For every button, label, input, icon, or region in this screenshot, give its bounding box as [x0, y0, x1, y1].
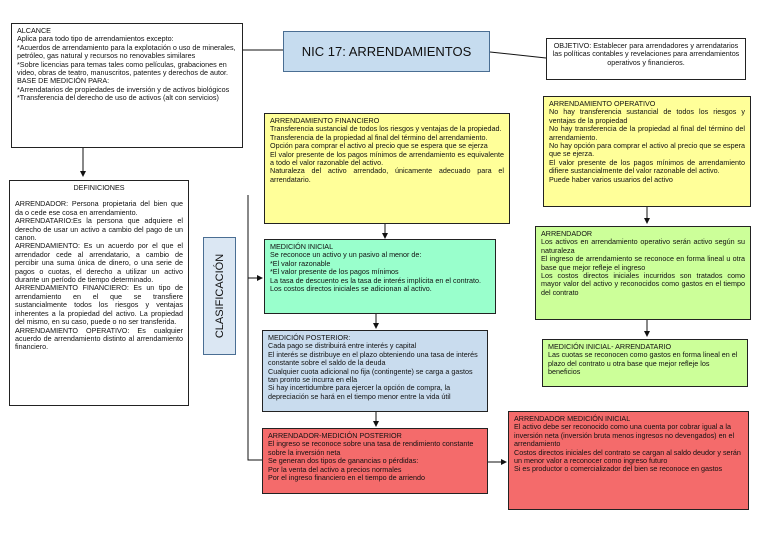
- clasificacion-label: CLASIFICACIÓN: [213, 253, 226, 339]
- operativo-item: No hay transferencia sustancial de todos los riesgos y ventajas de la propiedad: [549, 107, 745, 125]
- arrendador-posterior-item: Por el ingreso financiero en el tiempo de arriendo: [268, 473, 426, 483]
- arrendador-inicial-heading: ARRENDADOR MEDICIÓN INICIAL: [514, 414, 631, 423]
- alcance-line: *Acuerdos de arrendamiento para la explotación o uso de minerales, petróleo, gas natural y recursos no renovables similares: [17, 42, 236, 61]
- operativo-heading: ARRENDAMIENTO OPERATIVO: [549, 99, 656, 108]
- arrendador-inicial-item: El activo debe ser reconocido como una cuenta por cobrar igual a la inversión neta (inversión bruta menos ingresos no devengados) en el arrendamiento: [514, 422, 735, 449]
- medicion-inicial-item: *El valor razonable: [270, 258, 331, 268]
- alcance-line: BASE DE MEDICIÓN PARA:: [17, 76, 110, 86]
- medicion-posterior-item: Si hay incertidumbre para ejercer la opción de compra, la depreciación se hará en el tiempo menor entre la vida útil: [268, 383, 451, 401]
- arrendador-inicial-item: Costos directos iniciales del contrato se cargan al saldo deudor y serán un menor valor a reconocer como ingreso futuro: [514, 447, 741, 466]
- arrendador-posterior-item: Se generan dos tipos de ganancias o pérdidas:: [268, 456, 419, 466]
- arrendador-posterior-item: Por la venta del activo a precios normales: [268, 464, 402, 474]
- financiero-box: [264, 113, 510, 224]
- operativo-box: [543, 96, 751, 207]
- financiero-item: Transferencia de la propiedad al final del término del arrendamiento.: [270, 132, 488, 142]
- arrendador-inicial-box: [508, 411, 749, 510]
- medicion-inicial-box: [264, 239, 496, 314]
- arrendador-box: [535, 226, 751, 320]
- medicion-posterior-item: Cada pago se distribuirá entre interés y capital: [268, 341, 417, 351]
- operativo-item: No hay transferencia de la propiedad al final del término del arrendamiento.: [549, 124, 745, 142]
- definiciones-heading: DEFINICIONES: [73, 183, 125, 192]
- arrendador-inicial-item: Si es productor o comercializador del bien se reconoce en gastos: [514, 464, 723, 474]
- financiero-item: Naturaleza del activo arrendado, únicamente adecuado para el arrendatario.: [270, 166, 504, 184]
- definicion-item: ARRENDATARIO:Es la persona que adquiere el derecho de usar un activo a cambio del pago de un canon.: [15, 216, 183, 243]
- financiero-heading: ARRENDAMIENTO FINANCIERO: [270, 116, 380, 125]
- arrendador-item: Los activos en arrendamiento operativo serán activo según su naturaleza: [541, 237, 745, 255]
- financiero-item: El valor presente de los pagos mínimos de arrendamiento es equivalente a todo el valor razonable del activo.: [270, 149, 504, 168]
- operativo-item: El valor presente de los pagos mínimos de arrendamiento difiere sustancialmente del valor razonable del activo.: [549, 157, 745, 176]
- arrendador-posterior-heading: ARRENDADOR-MEDICIÓN POSTERIOR: [268, 431, 402, 440]
- medicion-inicial-item: *El valor presente de los pagos mínimos: [270, 267, 399, 277]
- operativo-item: Puede haber varios usuarios del activo: [549, 174, 673, 184]
- objetivo-text: OBJETIVO: Establecer para arrendadores y arrendatarios las políticas contables y revelaciones para arrendamientos operativos y financieros.: [552, 41, 740, 67]
- clasificacion-bracket: [248, 195, 262, 460]
- medicion-posterior-item: El interés se distribuye en el plazo obteniendo una tasa de interés constante sobre el saldo de la deuda: [268, 349, 478, 368]
- inicial-arrendatario-item: Las cuotas se reconocen como gastos en forma lineal en el plazo del contrato u otra base que mejor refleje los beneficios: [548, 350, 738, 377]
- financiero-item: Transferencia sustancial de todos los riesgos y ventajas de la propiedad.: [270, 124, 502, 134]
- arrendador-item: Los costos directos iniciales incurridos son tratados como mayor valor del activo y reconocidos como gastos en el tiempo del contrato: [541, 271, 745, 297]
- alcance-line: *Arrendatarios de propiedades de inversión y de activos biológicos: [17, 84, 230, 94]
- line-title-objetivo: [490, 52, 546, 58]
- operativo-item: No hay opción para comprar el activo al precio que se espera que se ejerza.: [549, 141, 745, 159]
- medicion-posterior-item: Cualquier cuota adicional no fija (contingente) se carga a gastos tan pronto se incurra en ella: [268, 366, 473, 385]
- alcance-box: [11, 23, 243, 148]
- medicion-posterior-heading: MEDICIÓN POSTERIOR:: [268, 333, 351, 342]
- alcance-line: *Sobre licencias para temas tales como películas, grabaciones en video, obras de teatro, manuscritos, patentes y derechos de autor.: [17, 59, 228, 78]
- medicion-inicial-item: Se reconoce un activo y un pasivo al menor de:: [270, 250, 422, 260]
- alcance-line: Aplica para todo tipo de arrendamientos excepto:: [17, 34, 174, 44]
- page-title: NIC 17: ARRENDAMIENTOS: [301, 44, 472, 59]
- financiero-item: Opción para comprar el activo al precio que se espera que se ejerza: [270, 141, 488, 151]
- arrendador-posterior-item: El ingreso se reconoce sobre una tasa de rendimiento constante sobre la inversión neta: [268, 439, 474, 457]
- definicion-item: ARRENDAMIENTO: Es un acuerdo por el que el arrendador cede al arrendatario, a cambio de percibir una suma única de dinero, o una serie de pagos o cuotas, el derecho a utilizar un activo durante un período de tiempo determinado.: [15, 241, 183, 285]
- inicial-arrendatario-heading: MEDICIÓN INICIAL- ARRENDATARIO: [548, 342, 672, 351]
- alcance-line: *Transferencia del derecho de uso de activos (alt con servicios): [17, 93, 219, 103]
- objetivo-box: [546, 38, 746, 80]
- alcance-heading: ALCANCE: [17, 26, 51, 35]
- arrendador-posterior-box: [262, 428, 488, 494]
- arrendador-heading: ARRENDADOR: [541, 229, 593, 238]
- definicion-item: ARRENDAMIENTO OPERATIVO: Es cualquier acuerdo de arrendamiento distinto al arrendamiento financiero.: [15, 325, 183, 352]
- medicion-inicial-item: Los costos directos iniciales se adicionan al activo.: [270, 284, 432, 294]
- inicial-arrendatario-box: [542, 339, 748, 387]
- medicion-inicial-heading: MEDICIÓN INICIAL: [270, 242, 334, 251]
- medicion-posterior-box: [262, 330, 488, 412]
- medicion-inicial-item: La tasa de descuento es la tasa de interés implícita en el contrato.: [270, 275, 481, 285]
- clasificacion-box: [203, 237, 236, 355]
- definiciones-box: [9, 180, 189, 406]
- title-box: [283, 31, 490, 72]
- definicion-item: ARRENDAMIENTO FINANCIERO: Es un tipo de arrendamiento en el que se transfiere sustancialmente todos los riesgos y ventajas inherentes a la propiedad del activo. La propiedad del mismo, en su caso, puede o no ser transferida.: [15, 283, 183, 327]
- arrendador-item: El ingreso de arrendamiento se reconoce en forma lineal u otra base que mejor refleje el ingreso: [541, 254, 745, 272]
- definicion-item: ARRENDADOR: Persona propietaria del bien que da o cede ese cosa en arrendamiento.: [15, 199, 183, 217]
